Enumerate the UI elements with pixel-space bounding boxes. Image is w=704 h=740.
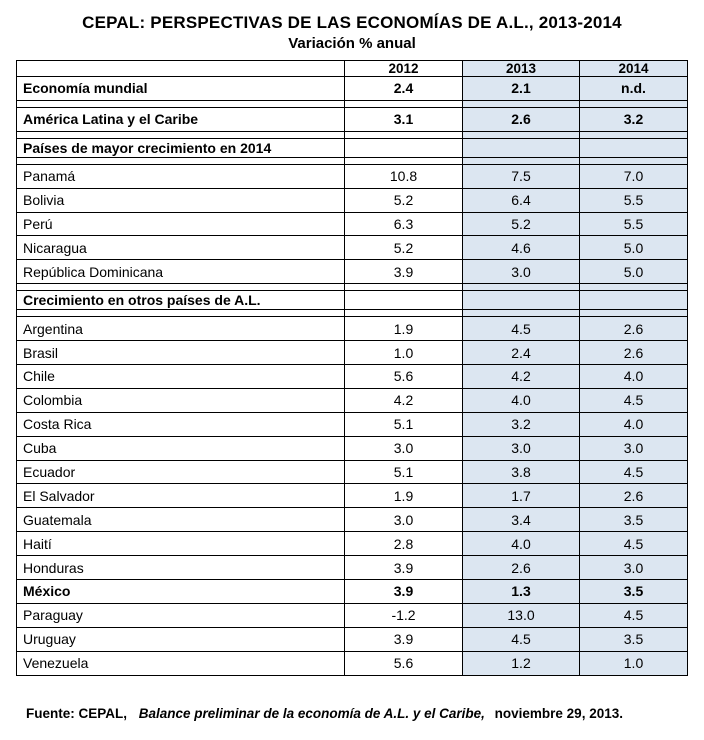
- table-row: [17, 556, 688, 580]
- value-cell-2013: 2.4: [463, 341, 580, 365]
- table-subtitle: Variación % anual: [288, 35, 416, 52]
- row-label: América Latina y el Caribe: [17, 107, 345, 131]
- value-cell-2012: 3.9: [345, 556, 463, 580]
- table-row: [17, 77, 688, 101]
- value-cell-2014: 5.0: [580, 236, 688, 260]
- header-blank-cell: [17, 61, 345, 77]
- column-header-2013: 2013: [463, 61, 580, 77]
- row-label: Honduras: [17, 556, 345, 580]
- table-row: [17, 388, 688, 412]
- value-cell-2013: 3.8: [463, 460, 580, 484]
- column-header-2012: 2012: [345, 61, 463, 77]
- spacer-cell: [463, 100, 580, 107]
- value-cell-2013: 1.3: [463, 580, 580, 604]
- value-cell-2012: 3.9: [345, 260, 463, 284]
- spacer-cell: [463, 284, 580, 291]
- table-row: [17, 365, 688, 389]
- value-cell-2013: 4.0: [463, 532, 580, 556]
- spacer-row: [17, 131, 688, 138]
- table-header-row: [17, 61, 688, 77]
- row-label: República Dominicana: [17, 260, 345, 284]
- value-cell-2014: 3.0: [580, 556, 688, 580]
- value-cell-2014: 4.0: [580, 365, 688, 389]
- value-cell-2013: 5.2: [463, 212, 580, 236]
- value-cell-2012: 1.0: [345, 341, 463, 365]
- value-cell-2014: 4.5: [580, 388, 688, 412]
- spacer-cell: [463, 157, 580, 164]
- value-cell-2014: 3.5: [580, 580, 688, 604]
- value-cell-2014: 3.2: [580, 107, 688, 131]
- spacer-cell: [345, 284, 463, 291]
- table-row: [17, 508, 688, 532]
- table-row: [17, 412, 688, 436]
- value-cell-2012: 5.6: [345, 651, 463, 675]
- value-cell-2014: 7.0: [580, 164, 688, 188]
- spacer-cell: [580, 131, 688, 138]
- spacer-cell: [345, 157, 463, 164]
- section-blank-cell: [345, 138, 463, 157]
- table-row: [17, 603, 688, 627]
- section-blank-cell: [580, 291, 688, 310]
- value-cell-2013: 3.2: [463, 412, 580, 436]
- value-cell-2012: 3.0: [345, 436, 463, 460]
- table-row: [17, 236, 688, 260]
- table-row: [17, 107, 688, 131]
- value-cell-2014: 4.0: [580, 412, 688, 436]
- row-label: Cuba: [17, 436, 345, 460]
- spacer-cell: [463, 310, 580, 317]
- source-reference: Balance preliminar de la economía de A.L. y el Caribe,: [138, 706, 485, 721]
- spacer-cell: [463, 131, 580, 138]
- section-row: [17, 138, 688, 157]
- value-cell-2014: 3.5: [580, 508, 688, 532]
- value-cell-2013: 1.7: [463, 484, 580, 508]
- value-cell-2013: 2.6: [463, 556, 580, 580]
- value-cell-2012: 5.1: [345, 412, 463, 436]
- value-cell-2012: 2.4: [345, 77, 463, 101]
- table-row: [17, 212, 688, 236]
- source-prefix: Fuente: CEPAL,: [26, 706, 127, 721]
- value-cell-2014: 2.6: [580, 341, 688, 365]
- spacer-cell: [580, 100, 688, 107]
- table-row: [17, 580, 688, 604]
- spacer-cell: [345, 310, 463, 317]
- row-label: El Salvador: [17, 484, 345, 508]
- value-cell-2012: -1.2: [345, 603, 463, 627]
- row-label: Uruguay: [17, 627, 345, 651]
- value-cell-2014: n.d.: [580, 77, 688, 101]
- section-label: Países de mayor crecimiento en 2014: [17, 138, 345, 157]
- spacer-row: [17, 310, 688, 317]
- value-cell-2013: 1.2: [463, 651, 580, 675]
- spacer-cell: [17, 310, 345, 317]
- table-row: [17, 627, 688, 651]
- spacer-cell: [580, 310, 688, 317]
- value-cell-2013: 2.1: [463, 77, 580, 101]
- value-cell-2013: 4.0: [463, 388, 580, 412]
- value-cell-2012: 5.6: [345, 365, 463, 389]
- table-row: [17, 436, 688, 460]
- section-blank-cell: [463, 138, 580, 157]
- section-blank-cell: [463, 291, 580, 310]
- value-cell-2012: 3.9: [345, 580, 463, 604]
- row-label: Brasil: [17, 341, 345, 365]
- source-note: [26, 706, 623, 721]
- value-cell-2014: 5.5: [580, 212, 688, 236]
- row-label: Economía mundial: [17, 77, 345, 101]
- section-blank-cell: [345, 291, 463, 310]
- value-cell-2012: 3.1: [345, 107, 463, 131]
- value-cell-2013: 7.5: [463, 164, 580, 188]
- table-row: [17, 484, 688, 508]
- value-cell-2013: 13.0: [463, 603, 580, 627]
- table-row: [17, 260, 688, 284]
- value-cell-2014: 4.5: [580, 460, 688, 484]
- table-row: [17, 532, 688, 556]
- value-cell-2013: 4.6: [463, 236, 580, 260]
- value-cell-2012: 2.8: [345, 532, 463, 556]
- value-cell-2012: 4.2: [345, 388, 463, 412]
- spacer-cell: [580, 157, 688, 164]
- value-cell-2013: 3.0: [463, 436, 580, 460]
- table-row: [17, 341, 688, 365]
- row-label: Chile: [17, 365, 345, 389]
- section-row: [17, 291, 688, 310]
- row-label: Nicaragua: [17, 236, 345, 260]
- row-label: Haití: [17, 532, 345, 556]
- table-row: [17, 317, 688, 341]
- row-label: Venezuela: [17, 651, 345, 675]
- value-cell-2012: 5.2: [345, 236, 463, 260]
- value-cell-2014: 4.5: [580, 603, 688, 627]
- value-cell-2013: 3.0: [463, 260, 580, 284]
- section-blank-cell: [580, 138, 688, 157]
- value-cell-2014: 3.5: [580, 627, 688, 651]
- value-cell-2014: 2.6: [580, 317, 688, 341]
- spacer-cell: [17, 100, 345, 107]
- spacer-cell: [17, 157, 345, 164]
- spacer-cell: [17, 284, 345, 291]
- value-cell-2012: 3.9: [345, 627, 463, 651]
- column-header-2014: 2014: [580, 61, 688, 77]
- value-cell-2013: 4.5: [463, 627, 580, 651]
- spacer-row: [17, 157, 688, 164]
- table-title: CEPAL: PERSPECTIVAS DE LAS ECONOMÍAS DE A.L., 2013-2014: [82, 13, 622, 32]
- row-label: Panamá: [17, 164, 345, 188]
- value-cell-2012: 3.0: [345, 508, 463, 532]
- row-label: México: [17, 580, 345, 604]
- spacer-cell: [345, 131, 463, 138]
- value-cell-2014: 2.6: [580, 484, 688, 508]
- spacer-cell: [17, 131, 345, 138]
- row-label: Paraguay: [17, 603, 345, 627]
- table-body: [17, 61, 688, 676]
- table-row: [17, 651, 688, 675]
- value-cell-2014: 3.0: [580, 436, 688, 460]
- value-cell-2012: 5.1: [345, 460, 463, 484]
- value-cell-2013: 2.6: [463, 107, 580, 131]
- row-label: Colombia: [17, 388, 345, 412]
- value-cell-2012: 10.8: [345, 164, 463, 188]
- growth-table: [16, 60, 688, 676]
- table-row: [17, 460, 688, 484]
- spacer-row: [17, 284, 688, 291]
- value-cell-2014: 4.5: [580, 532, 688, 556]
- value-cell-2012: 1.9: [345, 484, 463, 508]
- spacer-cell: [580, 284, 688, 291]
- row-label: Perú: [17, 212, 345, 236]
- value-cell-2012: 5.2: [345, 188, 463, 212]
- value-cell-2014: 1.0: [580, 651, 688, 675]
- value-cell-2013: 4.5: [463, 317, 580, 341]
- value-cell-2013: 3.4: [463, 508, 580, 532]
- row-label: Costa Rica: [17, 412, 345, 436]
- spacer-cell: [345, 100, 463, 107]
- value-cell-2013: 6.4: [463, 188, 580, 212]
- value-cell-2012: 1.9: [345, 317, 463, 341]
- value-cell-2012: 6.3: [345, 212, 463, 236]
- spacer-row: [17, 100, 688, 107]
- value-cell-2014: 5.5: [580, 188, 688, 212]
- row-label: Guatemala: [17, 508, 345, 532]
- row-label: Bolivia: [17, 188, 345, 212]
- value-cell-2014: 5.0: [580, 260, 688, 284]
- section-label: Crecimiento en otros países de A.L.: [17, 291, 345, 310]
- row-label: Argentina: [17, 317, 345, 341]
- table-row: [17, 188, 688, 212]
- value-cell-2013: 4.2: [463, 365, 580, 389]
- row-label: Ecuador: [17, 460, 345, 484]
- table-row: [17, 164, 688, 188]
- source-date: noviembre 29, 2013.: [494, 706, 623, 721]
